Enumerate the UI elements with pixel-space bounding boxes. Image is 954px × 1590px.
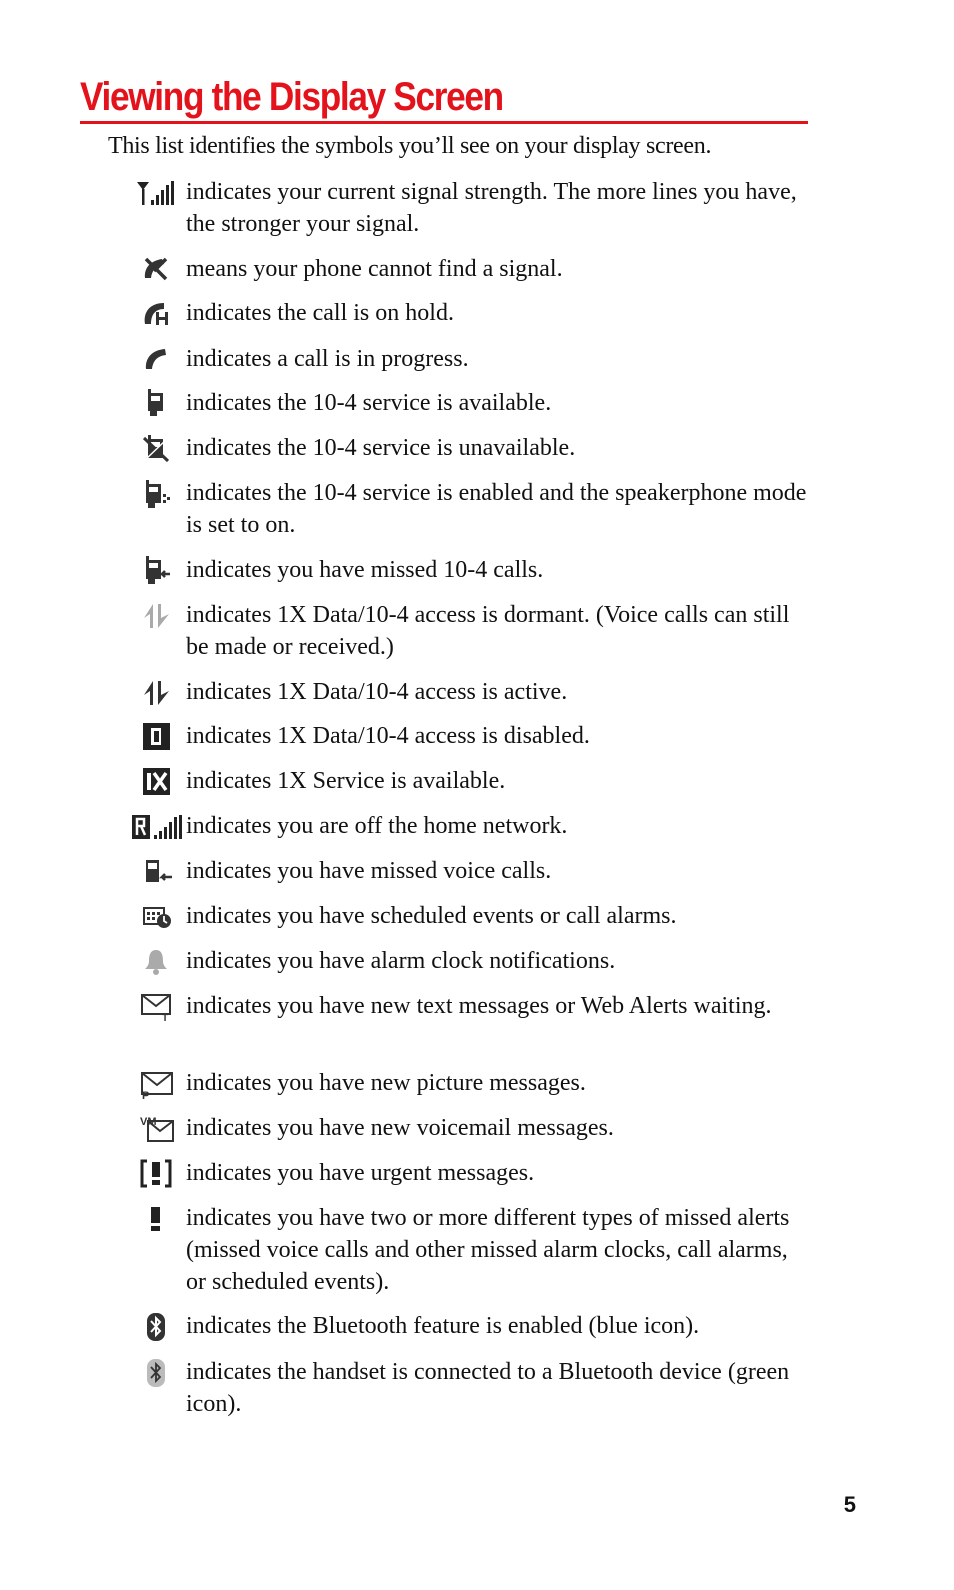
svg-text:P: P [142, 1090, 150, 1100]
list-item: indicates you have alarm clock notifications. [186, 948, 616, 974]
roaming-icon [132, 813, 184, 841]
signal-strength-icon [136, 179, 178, 207]
list-item: indicates you have scheduled events or call alarms. [186, 903, 677, 929]
missed-alerts-icon [149, 1205, 163, 1233]
list-item: indicates you have new voicemail messages. [186, 1115, 614, 1141]
list-item: indicates you have missed 10-4 calls. [186, 557, 544, 583]
alarm-bell-icon [143, 948, 169, 976]
voicemail-icon [140, 1114, 176, 1144]
list-item: indicates a call is in progress. [186, 346, 469, 372]
text-message-icon [140, 992, 176, 1022]
intro-paragraph: This list identifies the symbols you’ll see on your display screen. [108, 133, 712, 159]
list-item: indicates the Bluetooth feature is enabled (blue icon). [186, 1313, 700, 1339]
list-item: indicates 1X Data/10-4 access is disabled. [186, 723, 590, 749]
data-active-icon [142, 679, 172, 707]
list-item: indicates 1X Service is available. [186, 768, 506, 794]
list-item: indicates you are off the home network. [186, 813, 568, 839]
no-signal-icon [142, 256, 170, 282]
call-on-hold-icon [142, 300, 172, 328]
list-item: indicates you have missed voice calls. [186, 858, 552, 884]
picture-message-icon [140, 1070, 176, 1100]
missed-voice-call-icon [142, 858, 174, 886]
ten-four-missed-icon [142, 556, 172, 586]
list-item: indicates you have urgent messages. [186, 1160, 535, 1186]
svg-text:T: T [162, 1013, 169, 1022]
ten-four-unavailable-icon [142, 435, 170, 463]
list-item: indicates the 10-4 service is available. [186, 390, 552, 416]
list-item: indicates your current signal strength. The more lines you have, the stronger your signal. [186, 179, 797, 237]
list-item: indicates you have new text messages or Web Alerts waiting. [186, 993, 772, 1019]
data-disabled-icon [143, 723, 171, 751]
page-title: Viewing the Display Screen [80, 75, 503, 119]
list-item: indicates you have new picture messages. [186, 1070, 586, 1096]
bluetooth-enabled-icon [145, 1312, 167, 1342]
ten-four-speakerphone-icon [142, 480, 172, 510]
bluetooth-connected-icon [145, 1358, 167, 1388]
call-in-progress-icon [142, 346, 170, 372]
list-item: indicates the handset is connected to a Bluetooth device (green icon). [186, 1359, 790, 1417]
urgent-message-icon [140, 1159, 174, 1189]
svg-text:VM: VM [140, 1116, 157, 1128]
list-item: indicates 1X Data/10-4 access is active. [186, 679, 568, 705]
page-number: 5 [843, 1492, 856, 1517]
list-item: indicates the 10-4 service is enabled and the speakerphone mode is set to on. [186, 480, 807, 538]
scheduled-event-icon [142, 904, 174, 932]
list-item: indicates you have two or more different types of missed alerts (missed voice calls and other missed alarm clocks, call alarms, or scheduled events). [186, 1205, 790, 1295]
list-item: indicates the call is on hold. [186, 300, 454, 326]
ten-four-available-icon [144, 389, 168, 417]
data-dormant-icon [142, 602, 172, 630]
one-x-service-icon [143, 768, 171, 796]
list-item: indicates the 10-4 service is unavailable. [186, 435, 576, 461]
list-item: means your phone cannot find a signal. [186, 256, 563, 282]
list-item: indicates 1X Data/10-4 access is dormant. (Voice calls can still be made or received.) [186, 602, 790, 660]
